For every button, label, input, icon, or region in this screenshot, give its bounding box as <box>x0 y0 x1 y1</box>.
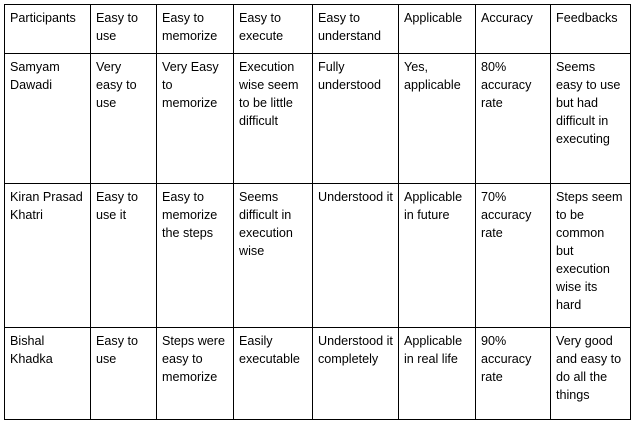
cell-easy-to-execute: Easily executable <box>234 328 313 420</box>
table-header-row <box>5 5 631 54</box>
header-participants: Participants <box>5 5 91 54</box>
cell-participant: Kiran Prasad Khatri <box>5 184 91 328</box>
header-accuracy: Accuracy <box>476 5 551 54</box>
cell-easy-to-execute: Execution wise seem to be little difficult <box>234 54 313 184</box>
cell-easy-to-use: Easy to use it <box>91 184 157 328</box>
header-easy-to-understand: Easy to understand <box>313 5 399 54</box>
cell-easy-to-memorize: Steps were easy to memorize <box>157 328 234 420</box>
cell-accuracy: 70% accuracy rate <box>476 184 551 328</box>
cell-applicable: Yes, applicable <box>399 54 476 184</box>
cell-feedbacks: Very good and easy to do all the things <box>551 328 631 420</box>
cell-easy-to-memorize: Easy to memorize the steps <box>157 184 234 328</box>
table-row <box>5 54 631 184</box>
table-row <box>5 328 631 420</box>
cell-participant: Bishal Khadka <box>5 328 91 420</box>
header-feedbacks: Feedbacks <box>551 5 631 54</box>
header-easy-to-use: Easy to use <box>91 5 157 54</box>
cell-easy-to-use: Easy to use <box>91 328 157 420</box>
cell-accuracy: 90% accuracy rate <box>476 328 551 420</box>
cell-feedbacks: Seems easy to use but had difficult in executing <box>551 54 631 184</box>
cell-easy-to-understand: Understood it completely <box>313 328 399 420</box>
cell-easy-to-execute: Seems difficult in execution wise <box>234 184 313 328</box>
header-easy-to-execute: Easy to execute <box>234 5 313 54</box>
cell-feedbacks: Steps seem to be common but execution wise its hard <box>551 184 631 328</box>
cell-easy-to-understand: Understood it <box>313 184 399 328</box>
header-easy-to-memorize: Easy to memorize <box>157 5 234 54</box>
participant-feedback-table <box>4 4 631 420</box>
cell-applicable: Applicable in future <box>399 184 476 328</box>
cell-easy-to-memorize: Very Easy to memorize <box>157 54 234 184</box>
cell-accuracy: 80% accuracy rate <box>476 54 551 184</box>
cell-easy-to-use: Very easy to use <box>91 54 157 184</box>
header-applicable: Applicable <box>399 5 476 54</box>
cell-easy-to-understand: Fully understood <box>313 54 399 184</box>
table-row <box>5 184 631 328</box>
cell-participant: Samyam Dawadi <box>5 54 91 184</box>
cell-applicable: Applicable in real life <box>399 328 476 420</box>
